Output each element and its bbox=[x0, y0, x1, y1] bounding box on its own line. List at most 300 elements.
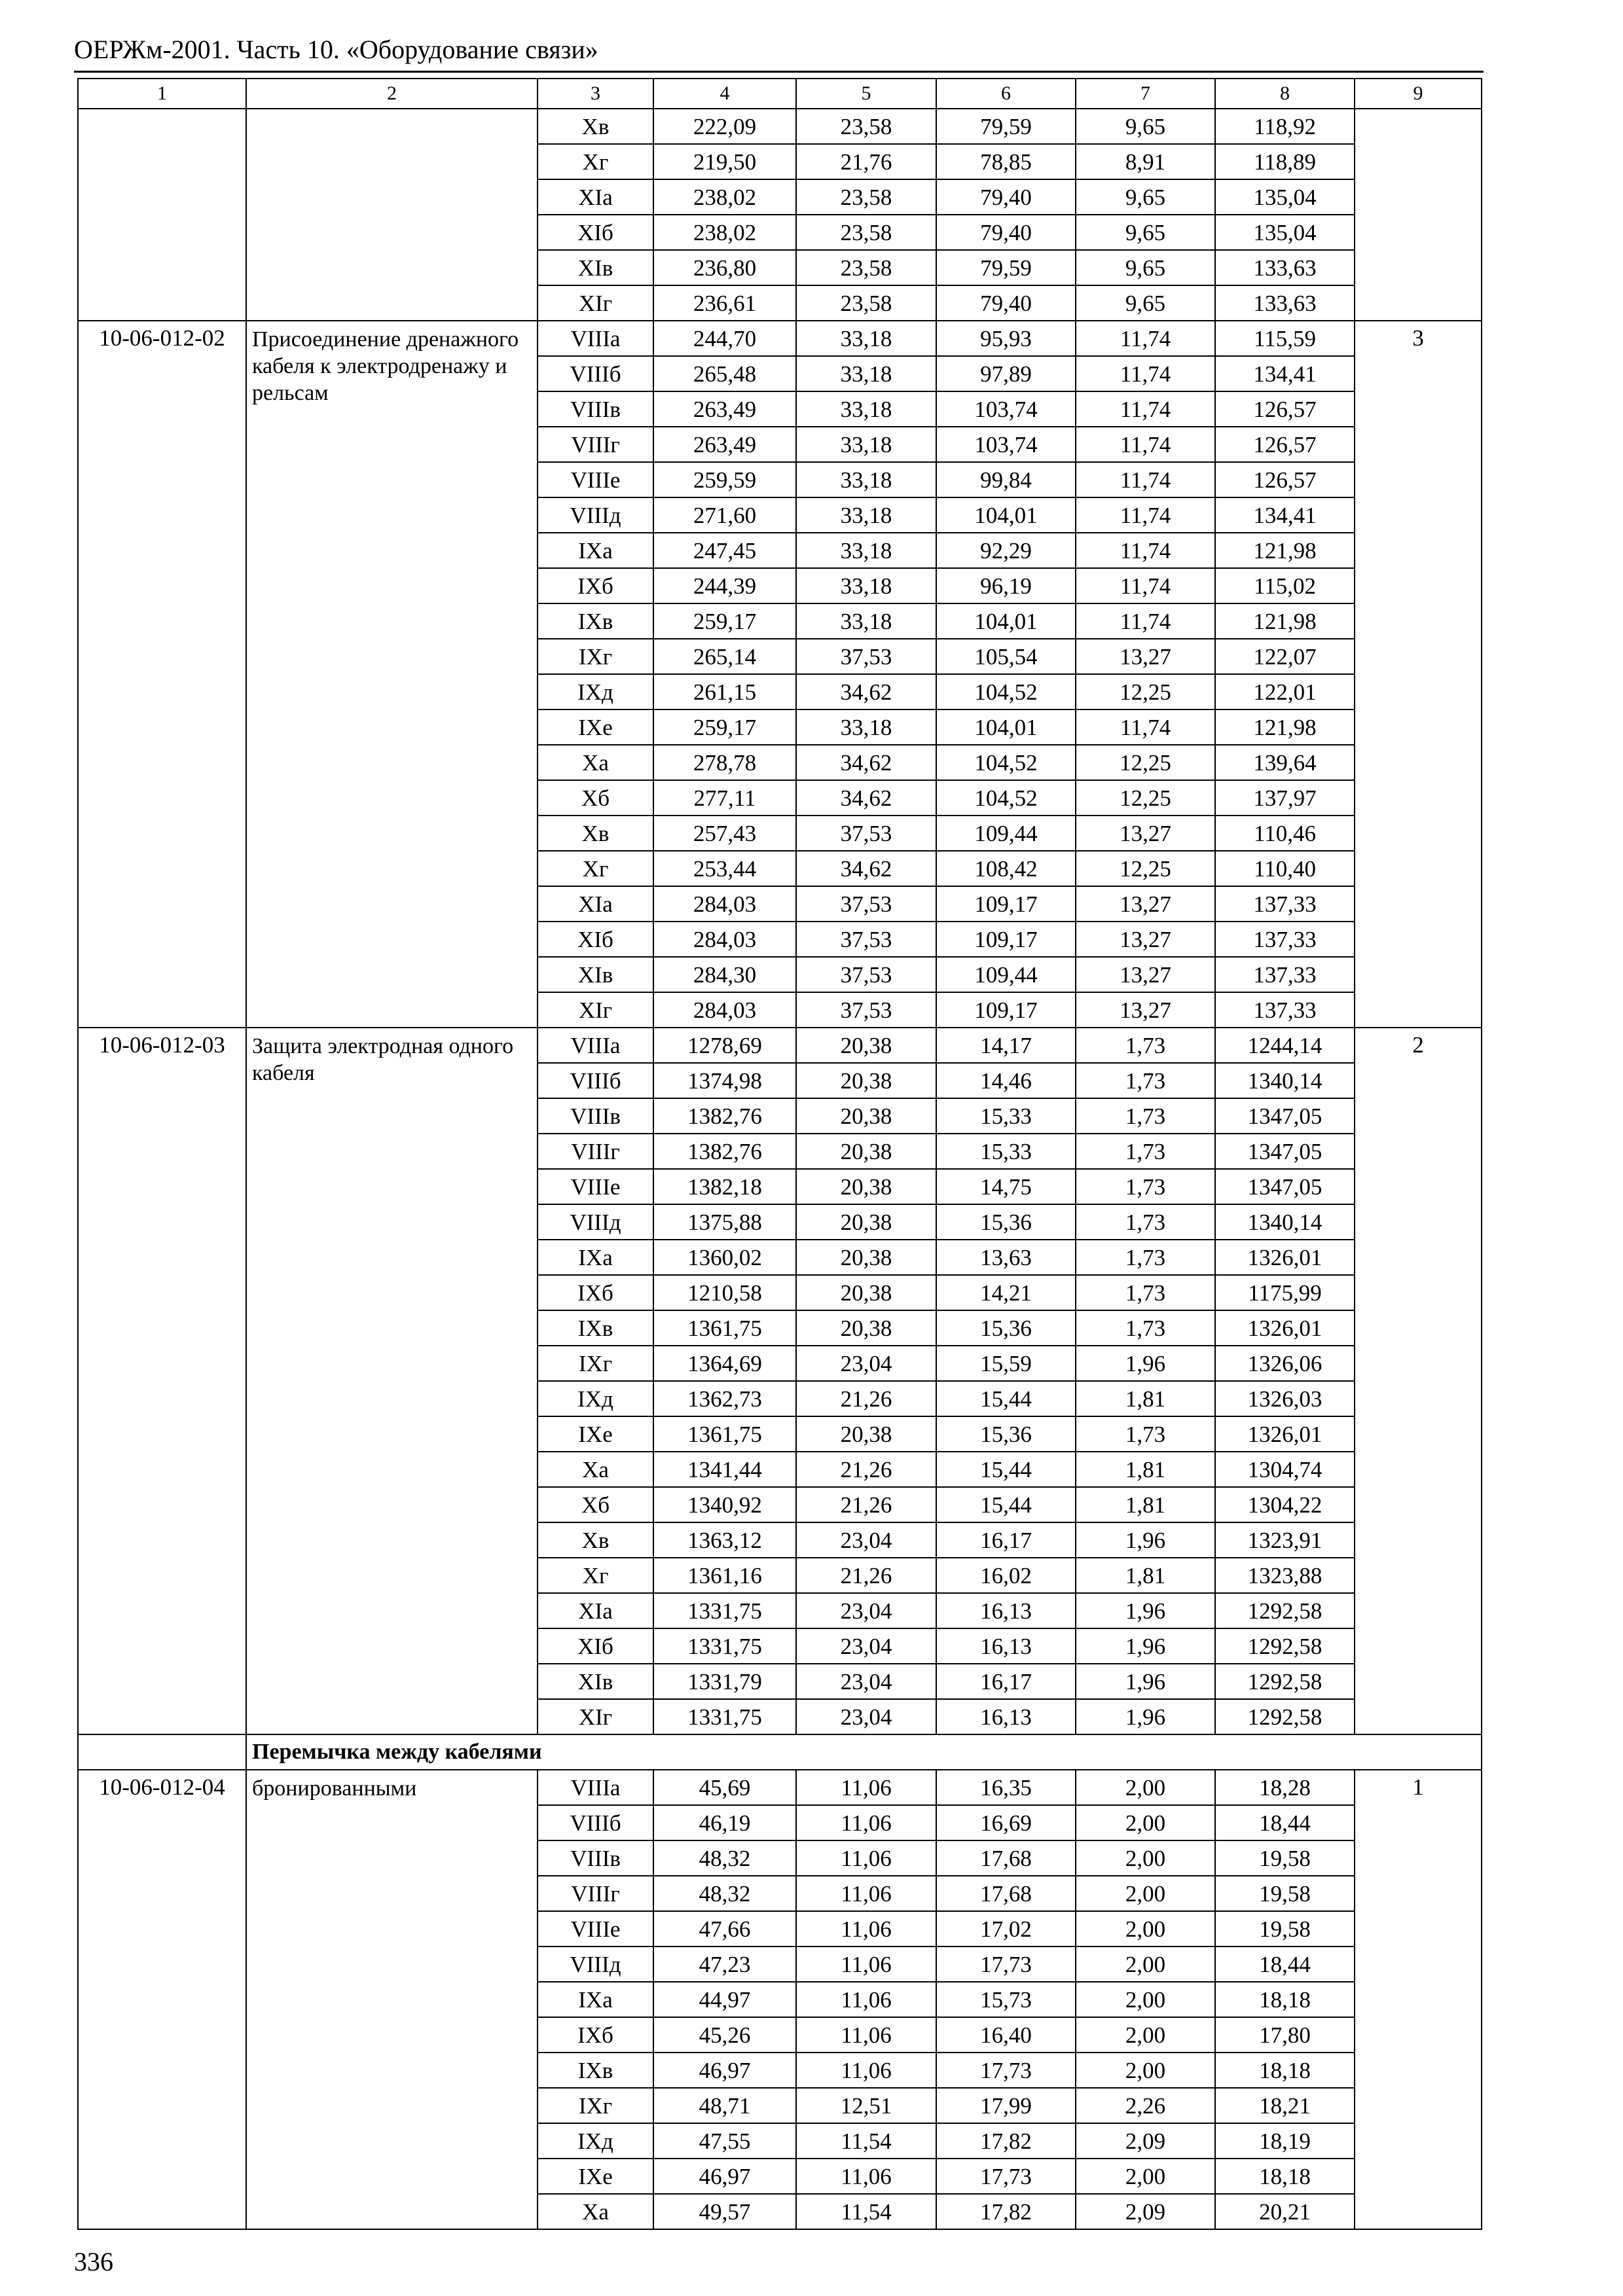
machine-costs-cell: 109,17 bbox=[936, 992, 1076, 1028]
category-cell-empty bbox=[1355, 109, 1482, 321]
machinist-wages-cell: 2,09 bbox=[1076, 2194, 1215, 2229]
direct-costs-cell: 253,44 bbox=[653, 851, 796, 886]
wages-cell: 11,06 bbox=[796, 1911, 936, 1946]
rate-class-cell: IХа bbox=[538, 533, 653, 568]
direct-costs-cell: 238,02 bbox=[653, 215, 796, 250]
wages-cell: 21,76 bbox=[796, 144, 936, 179]
machinist-wages-cell: 12,25 bbox=[1076, 674, 1215, 709]
direct-costs-cell: 1362,73 bbox=[653, 1381, 796, 1416]
machine-costs-cell: 14,75 bbox=[936, 1169, 1076, 1204]
column-number-cell: 6 bbox=[936, 79, 1076, 109]
rate-class-cell: VIIIг bbox=[538, 1876, 653, 1911]
rate-class-cell: ХIв bbox=[538, 1664, 653, 1699]
machinist-wages-cell: 9,65 bbox=[1076, 250, 1215, 285]
machinist-wages-cell: 1,96 bbox=[1076, 1346, 1215, 1381]
wages-cell: 11,06 bbox=[796, 1805, 936, 1840]
machine-costs-cell: 14,46 bbox=[936, 1063, 1076, 1098]
rate-class-cell: VIIIг bbox=[538, 1134, 653, 1169]
wages-cell: 21,26 bbox=[796, 1558, 936, 1593]
machinist-wages-cell: 13,27 bbox=[1076, 639, 1215, 674]
direct-costs-cell: 259,17 bbox=[653, 709, 796, 745]
table-row bbox=[78, 321, 1482, 356]
materials-cell: 1326,06 bbox=[1215, 1346, 1355, 1381]
machine-costs-cell: 16,02 bbox=[936, 1558, 1076, 1593]
wages-cell: 33,18 bbox=[796, 427, 936, 462]
rate-class-cell: VIIIв bbox=[538, 1840, 653, 1876]
materials-cell: 18,18 bbox=[1215, 1982, 1355, 2017]
rate-class-cell: IХа bbox=[538, 1240, 653, 1275]
rate-class-cell: VIIIе bbox=[538, 462, 653, 497]
rate-class-cell: IХб bbox=[538, 2017, 653, 2053]
materials-cell: 1292,58 bbox=[1215, 1699, 1355, 1734]
rate-class-cell: VIIIб bbox=[538, 1805, 653, 1840]
wages-cell: 23,04 bbox=[796, 1699, 936, 1734]
rate-class-cell: VIIIд bbox=[538, 1204, 653, 1240]
materials-cell: 137,33 bbox=[1215, 992, 1355, 1028]
machinist-wages-cell: 2,00 bbox=[1076, 1840, 1215, 1876]
rate-class-cell: IХе bbox=[538, 709, 653, 745]
wages-cell: 20,38 bbox=[796, 1134, 936, 1169]
machinist-wages-cell: 1,73 bbox=[1076, 1134, 1215, 1169]
machinist-wages-cell: 2,09 bbox=[1076, 2123, 1215, 2159]
materials-cell: 118,92 bbox=[1215, 109, 1355, 144]
machine-costs-cell: 15,36 bbox=[936, 1204, 1076, 1240]
machinist-wages-cell: 1,96 bbox=[1076, 1699, 1215, 1734]
machinist-wages-cell: 11,74 bbox=[1076, 709, 1215, 745]
machinist-wages-cell: 1,96 bbox=[1076, 1664, 1215, 1699]
machine-costs-cell: 108,42 bbox=[936, 851, 1076, 886]
wages-cell: 20,38 bbox=[796, 1204, 936, 1240]
wages-cell: 21,26 bbox=[796, 1452, 936, 1487]
machinist-wages-cell: 11,74 bbox=[1076, 568, 1215, 603]
direct-costs-cell: 265,48 bbox=[653, 356, 796, 391]
materials-cell: 1326,01 bbox=[1215, 1310, 1355, 1346]
rate-class-cell: ХIб bbox=[538, 922, 653, 957]
rate-class-cell: IХа bbox=[538, 1982, 653, 2017]
materials-cell: 18,44 bbox=[1215, 1805, 1355, 1840]
rate-class-cell: IХб bbox=[538, 1275, 653, 1310]
wages-cell: 37,53 bbox=[796, 886, 936, 922]
wages-cell: 20,38 bbox=[796, 1240, 936, 1275]
machinist-wages-cell: 2,00 bbox=[1076, 1770, 1215, 1805]
price-table bbox=[77, 78, 1482, 2230]
wages-cell: 37,53 bbox=[796, 922, 936, 957]
column-number-cell: 2 bbox=[246, 79, 538, 109]
column-number-cell: 4 bbox=[653, 79, 796, 109]
machinist-wages-cell: 1,73 bbox=[1076, 1028, 1215, 1063]
direct-costs-cell: 48,32 bbox=[653, 1840, 796, 1876]
materials-cell: 126,57 bbox=[1215, 391, 1355, 427]
wages-cell: 23,58 bbox=[796, 179, 936, 215]
rate-class-cell: ХIг bbox=[538, 992, 653, 1028]
direct-costs-cell: 1374,98 bbox=[653, 1063, 796, 1098]
machine-costs-cell: 16,13 bbox=[936, 1699, 1076, 1734]
machinist-wages-cell: 1,73 bbox=[1076, 1310, 1215, 1346]
wages-cell: 33,18 bbox=[796, 391, 936, 427]
wages-cell: 11,06 bbox=[796, 2159, 936, 2194]
wages-cell: 34,62 bbox=[796, 780, 936, 816]
wages-cell: 37,53 bbox=[796, 992, 936, 1028]
direct-costs-cell: 1361,75 bbox=[653, 1310, 796, 1346]
materials-cell: 18,28 bbox=[1215, 1770, 1355, 1805]
machine-costs-cell: 104,52 bbox=[936, 780, 1076, 816]
machine-costs-cell: 109,44 bbox=[936, 816, 1076, 851]
direct-costs-cell: 259,59 bbox=[653, 462, 796, 497]
document-header: ОЕРЖм-2001. Часть 10. «Оборудование связи» bbox=[74, 35, 598, 64]
materials-cell: 1292,58 bbox=[1215, 1628, 1355, 1664]
work-name-cell: Присоединение дренажного кабеля к электродренажу и рельсам bbox=[246, 321, 538, 1028]
direct-costs-cell: 284,03 bbox=[653, 922, 796, 957]
wages-cell: 37,53 bbox=[796, 957, 936, 992]
direct-costs-cell: 284,03 bbox=[653, 992, 796, 1028]
machinist-wages-cell: 1,96 bbox=[1076, 1628, 1215, 1664]
machinist-wages-cell: 1,73 bbox=[1076, 1063, 1215, 1098]
materials-cell: 137,97 bbox=[1215, 780, 1355, 816]
machinist-wages-cell: 1,81 bbox=[1076, 1452, 1215, 1487]
rate-class-cell: VIIIа bbox=[538, 321, 653, 356]
direct-costs-cell: 277,11 bbox=[653, 780, 796, 816]
machine-costs-cell: 99,84 bbox=[936, 462, 1076, 497]
materials-cell: 121,98 bbox=[1215, 709, 1355, 745]
machinist-wages-cell: 12,25 bbox=[1076, 745, 1215, 780]
rate-class-cell: ХIа bbox=[538, 886, 653, 922]
rate-class-cell: VIIIа bbox=[538, 1770, 653, 1805]
rate-class-cell: ХIв bbox=[538, 250, 653, 285]
rate-class-cell: Хб bbox=[538, 780, 653, 816]
machine-costs-cell: 104,01 bbox=[936, 603, 1076, 639]
materials-cell: 18,18 bbox=[1215, 2159, 1355, 2194]
wages-cell: 11,54 bbox=[796, 2123, 936, 2159]
section-heading-row bbox=[78, 1734, 1482, 1770]
rate-class-cell: Хб bbox=[538, 1487, 653, 1522]
machine-costs-cell: 15,36 bbox=[936, 1416, 1076, 1452]
direct-costs-cell: 261,15 bbox=[653, 674, 796, 709]
direct-costs-cell: 257,43 bbox=[653, 816, 796, 851]
materials-cell: 133,63 bbox=[1215, 250, 1355, 285]
table-row bbox=[78, 1028, 1482, 1063]
rate-class-cell: Хв bbox=[538, 1522, 653, 1558]
materials-cell: 1304,22 bbox=[1215, 1487, 1355, 1522]
direct-costs-cell: 247,45 bbox=[653, 533, 796, 568]
wages-cell: 23,04 bbox=[796, 1593, 936, 1628]
column-number-cell: 8 bbox=[1215, 79, 1355, 109]
machinist-wages-cell: 11,74 bbox=[1076, 427, 1215, 462]
rate-class-cell: Хг bbox=[538, 1558, 653, 1593]
materials-cell: 19,58 bbox=[1215, 1911, 1355, 1946]
machine-costs-cell: 97,89 bbox=[936, 356, 1076, 391]
machine-costs-cell: 79,40 bbox=[936, 215, 1076, 250]
section-heading: Перемычка между кабелями bbox=[246, 1734, 1482, 1770]
wages-cell: 33,18 bbox=[796, 321, 936, 356]
column-number-cell: 1 bbox=[78, 79, 246, 109]
machinist-wages-cell: 11,74 bbox=[1076, 321, 1215, 356]
machine-costs-cell: 15,44 bbox=[936, 1452, 1076, 1487]
machine-costs-cell: 103,74 bbox=[936, 427, 1076, 462]
materials-cell: 134,41 bbox=[1215, 497, 1355, 533]
machinist-wages-cell: 2,00 bbox=[1076, 2159, 1215, 2194]
direct-costs-cell: 265,14 bbox=[653, 639, 796, 674]
machine-costs-cell: 17,68 bbox=[936, 1876, 1076, 1911]
materials-cell: 126,57 bbox=[1215, 462, 1355, 497]
direct-costs-cell: 244,39 bbox=[653, 568, 796, 603]
column-number-cell: 9 bbox=[1355, 79, 1482, 109]
machine-costs-cell: 104,52 bbox=[936, 745, 1076, 780]
materials-cell: 1347,05 bbox=[1215, 1098, 1355, 1134]
machine-costs-cell: 15,44 bbox=[936, 1381, 1076, 1416]
rate-code-cell: 10-06-012-02 bbox=[78, 321, 246, 1028]
column-number-row bbox=[78, 79, 1482, 109]
materials-cell: 1244,14 bbox=[1215, 1028, 1355, 1063]
wages-cell: 11,06 bbox=[796, 2053, 936, 2088]
machine-costs-cell: 17,68 bbox=[936, 1840, 1076, 1876]
materials-cell: 135,04 bbox=[1215, 215, 1355, 250]
machine-costs-cell: 15,36 bbox=[936, 1310, 1076, 1346]
materials-cell: 137,33 bbox=[1215, 922, 1355, 957]
wages-cell: 11,06 bbox=[796, 1982, 936, 2017]
wages-cell: 20,38 bbox=[796, 1275, 936, 1310]
direct-costs-cell: 284,30 bbox=[653, 957, 796, 992]
direct-costs-cell: 263,49 bbox=[653, 391, 796, 427]
rate-class-cell: ХIа bbox=[538, 1593, 653, 1628]
wages-cell: 34,62 bbox=[796, 674, 936, 709]
machinist-wages-cell: 1,73 bbox=[1076, 1169, 1215, 1204]
direct-costs-cell: 1331,75 bbox=[653, 1699, 796, 1734]
machinist-wages-cell: 2,00 bbox=[1076, 1805, 1215, 1840]
materials-cell: 1340,14 bbox=[1215, 1204, 1355, 1240]
machine-costs-cell: 14,21 bbox=[936, 1275, 1076, 1310]
rate-class-cell: VIIIд bbox=[538, 497, 653, 533]
rate-class-cell: ХIа bbox=[538, 179, 653, 215]
machinist-wages-cell: 2,26 bbox=[1076, 2088, 1215, 2123]
direct-costs-cell: 263,49 bbox=[653, 427, 796, 462]
wages-cell: 33,18 bbox=[796, 497, 936, 533]
machine-costs-cell: 17,73 bbox=[936, 1946, 1076, 1982]
wages-cell: 11,06 bbox=[796, 1876, 936, 1911]
materials-cell: 126,57 bbox=[1215, 427, 1355, 462]
machine-costs-cell: 104,01 bbox=[936, 709, 1076, 745]
wages-cell: 11,54 bbox=[796, 2194, 936, 2229]
machine-costs-cell: 104,52 bbox=[936, 674, 1076, 709]
materials-cell: 1323,88 bbox=[1215, 1558, 1355, 1593]
rate-class-cell: ХIг bbox=[538, 1699, 653, 1734]
direct-costs-cell: 1360,02 bbox=[653, 1240, 796, 1275]
machinist-wages-cell: 1,96 bbox=[1076, 1593, 1215, 1628]
machine-costs-cell: 15,44 bbox=[936, 1487, 1076, 1522]
machine-costs-cell: 17,82 bbox=[936, 2194, 1076, 2229]
rate-class-cell: IХд bbox=[538, 674, 653, 709]
wages-cell: 23,04 bbox=[796, 1664, 936, 1699]
table-row bbox=[78, 109, 1482, 144]
machine-costs-cell: 109,17 bbox=[936, 922, 1076, 957]
wages-cell: 20,38 bbox=[796, 1063, 936, 1098]
wages-cell: 33,18 bbox=[796, 533, 936, 568]
rate-class-cell: ХIб bbox=[538, 215, 653, 250]
direct-costs-cell: 46,19 bbox=[653, 1805, 796, 1840]
rate-class-cell: Хв bbox=[538, 816, 653, 851]
machinist-wages-cell: 13,27 bbox=[1076, 816, 1215, 851]
materials-cell: 18,19 bbox=[1215, 2123, 1355, 2159]
machinist-wages-cell: 2,00 bbox=[1076, 1876, 1215, 1911]
rate-class-cell: IХд bbox=[538, 1381, 653, 1416]
rate-class-cell: IХг bbox=[538, 2088, 653, 2123]
materials-cell: 19,58 bbox=[1215, 1840, 1355, 1876]
direct-costs-cell: 47,23 bbox=[653, 1946, 796, 1982]
machine-costs-cell: 79,59 bbox=[936, 250, 1076, 285]
materials-cell: 18,21 bbox=[1215, 2088, 1355, 2123]
code-cell-empty bbox=[78, 109, 246, 321]
materials-cell: 122,01 bbox=[1215, 674, 1355, 709]
materials-cell: 18,18 bbox=[1215, 2053, 1355, 2088]
wages-cell: 23,04 bbox=[796, 1522, 936, 1558]
machine-costs-cell: 17,99 bbox=[936, 2088, 1076, 2123]
wages-cell: 20,38 bbox=[796, 1028, 936, 1063]
machinist-wages-cell: 13,27 bbox=[1076, 957, 1215, 992]
materials-cell: 1326,01 bbox=[1215, 1240, 1355, 1275]
rate-class-cell: VIIIе bbox=[538, 1169, 653, 1204]
machinist-wages-cell: 2,00 bbox=[1076, 1911, 1215, 1946]
direct-costs-cell: 45,69 bbox=[653, 1770, 796, 1805]
direct-costs-cell: 238,02 bbox=[653, 179, 796, 215]
rate-class-cell: IХг bbox=[538, 639, 653, 674]
wages-cell: 37,53 bbox=[796, 816, 936, 851]
direct-costs-cell: 222,09 bbox=[653, 109, 796, 144]
materials-cell: 1323,91 bbox=[1215, 1522, 1355, 1558]
machine-costs-cell: 16,13 bbox=[936, 1593, 1076, 1628]
machine-costs-cell: 78,85 bbox=[936, 144, 1076, 179]
machinist-wages-cell: 13,27 bbox=[1076, 992, 1215, 1028]
machinist-wages-cell: 1,73 bbox=[1076, 1416, 1215, 1452]
materials-cell: 18,44 bbox=[1215, 1946, 1355, 1982]
materials-cell: 17,80 bbox=[1215, 2017, 1355, 2053]
direct-costs-cell: 1363,12 bbox=[653, 1522, 796, 1558]
rate-class-cell: ХIб bbox=[538, 1628, 653, 1664]
machinist-wages-cell: 9,65 bbox=[1076, 285, 1215, 321]
machinist-wages-cell: 11,74 bbox=[1076, 533, 1215, 568]
wages-cell: 33,18 bbox=[796, 709, 936, 745]
wages-cell: 20,38 bbox=[796, 1416, 936, 1452]
wages-cell: 23,04 bbox=[796, 1628, 936, 1664]
direct-costs-cell: 1364,69 bbox=[653, 1346, 796, 1381]
machine-costs-cell: 15,33 bbox=[936, 1134, 1076, 1169]
machinist-wages-cell: 1,81 bbox=[1076, 1558, 1215, 1593]
materials-cell: 133,63 bbox=[1215, 285, 1355, 321]
direct-costs-cell: 48,32 bbox=[653, 1876, 796, 1911]
materials-cell: 1175,99 bbox=[1215, 1275, 1355, 1310]
machinist-wages-cell: 2,00 bbox=[1076, 1982, 1215, 2017]
wages-cell: 34,62 bbox=[796, 745, 936, 780]
direct-costs-cell: 47,55 bbox=[653, 2123, 796, 2159]
direct-costs-cell: 1331,75 bbox=[653, 1593, 796, 1628]
rate-class-cell: VIIIб bbox=[538, 1063, 653, 1098]
materials-cell: 1292,58 bbox=[1215, 1593, 1355, 1628]
machinist-wages-cell: 2,00 bbox=[1076, 1946, 1215, 1982]
materials-cell: 1347,05 bbox=[1215, 1169, 1355, 1204]
machine-costs-cell: 14,17 bbox=[936, 1028, 1076, 1063]
rate-class-cell: VIIIг bbox=[538, 427, 653, 462]
materials-cell: 135,04 bbox=[1215, 179, 1355, 215]
machinist-wages-cell: 13,27 bbox=[1076, 922, 1215, 957]
materials-cell: 139,64 bbox=[1215, 745, 1355, 780]
rate-class-cell: IХг bbox=[538, 1346, 653, 1381]
rate-class-cell: VIIIа bbox=[538, 1028, 653, 1063]
wages-cell: 33,18 bbox=[796, 603, 936, 639]
machine-costs-cell: 79,40 bbox=[936, 179, 1076, 215]
wages-cell: 12,51 bbox=[796, 2088, 936, 2123]
direct-costs-cell: 48,71 bbox=[653, 2088, 796, 2123]
direct-costs-cell: 49,57 bbox=[653, 2194, 796, 2229]
machine-costs-cell: 17,82 bbox=[936, 2123, 1076, 2159]
machinist-wages-cell: 1,81 bbox=[1076, 1381, 1215, 1416]
machine-costs-cell: 16,17 bbox=[936, 1664, 1076, 1699]
machine-costs-cell: 16,17 bbox=[936, 1522, 1076, 1558]
category-cell: 2 bbox=[1355, 1028, 1482, 1734]
rate-class-cell: Хг bbox=[538, 851, 653, 886]
direct-costs-cell: 236,80 bbox=[653, 250, 796, 285]
machinist-wages-cell: 11,74 bbox=[1076, 462, 1215, 497]
wages-cell: 11,06 bbox=[796, 2017, 936, 2053]
materials-cell: 122,07 bbox=[1215, 639, 1355, 674]
column-number-cell: 7 bbox=[1076, 79, 1215, 109]
direct-costs-cell: 1375,88 bbox=[653, 1204, 796, 1240]
direct-costs-cell: 259,17 bbox=[653, 603, 796, 639]
machine-costs-cell: 16,35 bbox=[936, 1770, 1076, 1805]
rate-class-cell: IХб bbox=[538, 568, 653, 603]
machine-costs-cell: 79,59 bbox=[936, 109, 1076, 144]
wages-cell: 23,58 bbox=[796, 250, 936, 285]
wages-cell: 33,18 bbox=[796, 356, 936, 391]
machinist-wages-cell: 11,74 bbox=[1076, 356, 1215, 391]
materials-cell: 110,46 bbox=[1215, 816, 1355, 851]
rate-class-cell: VIIIв bbox=[538, 391, 653, 427]
wages-cell: 33,18 bbox=[796, 568, 936, 603]
table-body bbox=[78, 79, 1482, 2229]
work-name-cell: Защита электродная одного кабеля bbox=[246, 1028, 538, 1734]
direct-costs-cell: 1331,79 bbox=[653, 1664, 796, 1699]
direct-costs-cell: 271,60 bbox=[653, 497, 796, 533]
wages-cell: 21,26 bbox=[796, 1487, 936, 1522]
materials-cell: 19,58 bbox=[1215, 1876, 1355, 1911]
machine-costs-cell: 15,59 bbox=[936, 1346, 1076, 1381]
direct-costs-cell: 1341,44 bbox=[653, 1452, 796, 1487]
rate-class-cell: IХд bbox=[538, 2123, 653, 2159]
machinist-wages-cell: 11,74 bbox=[1076, 497, 1215, 533]
column-number-cell: 5 bbox=[796, 79, 936, 109]
table-row bbox=[78, 1770, 1482, 1805]
direct-costs-cell: 278,78 bbox=[653, 745, 796, 780]
name-cell-empty bbox=[246, 109, 538, 321]
page-number: 336 bbox=[74, 2247, 113, 2276]
wages-cell: 34,62 bbox=[796, 851, 936, 886]
direct-costs-cell: 46,97 bbox=[653, 2159, 796, 2194]
materials-cell: 1340,14 bbox=[1215, 1063, 1355, 1098]
rate-class-cell: VIIIв bbox=[538, 1098, 653, 1134]
materials-cell: 1326,03 bbox=[1215, 1381, 1355, 1416]
materials-cell: 1304,74 bbox=[1215, 1452, 1355, 1487]
machinist-wages-cell: 12,25 bbox=[1076, 851, 1215, 886]
direct-costs-cell: 1382,76 bbox=[653, 1098, 796, 1134]
machine-costs-cell: 103,74 bbox=[936, 391, 1076, 427]
wages-cell: 11,06 bbox=[796, 1770, 936, 1805]
wages-cell: 20,38 bbox=[796, 1169, 936, 1204]
direct-costs-cell: 46,97 bbox=[653, 2053, 796, 2088]
machine-costs-cell: 95,93 bbox=[936, 321, 1076, 356]
materials-cell: 137,33 bbox=[1215, 957, 1355, 992]
machinist-wages-cell: 8,91 bbox=[1076, 144, 1215, 179]
wages-cell: 23,58 bbox=[796, 215, 936, 250]
wages-cell: 23,58 bbox=[796, 285, 936, 321]
machinist-wages-cell: 1,73 bbox=[1076, 1204, 1215, 1240]
rate-class-cell: Ха bbox=[538, 2194, 653, 2229]
